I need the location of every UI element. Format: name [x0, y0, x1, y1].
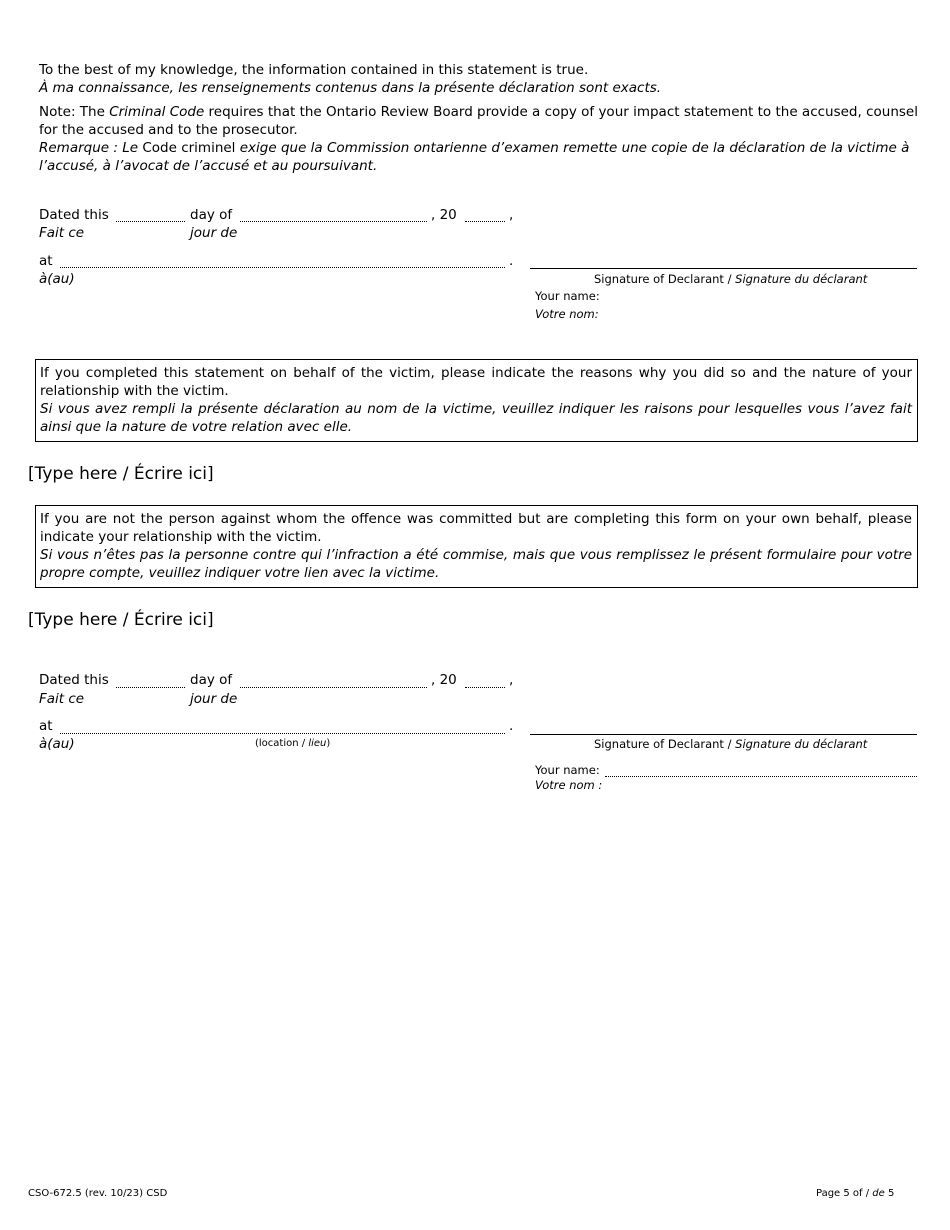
page-number: Page 5 of / de 5: [816, 1188, 895, 1199]
form-code: CSO-672.5 (rev. 10/23) CSD: [28, 1188, 168, 1199]
period: .: [509, 718, 514, 734]
votre-nom-label: Votre nom :: [535, 778, 603, 792]
behalf-of-victim-box: [35, 359, 918, 442]
note-fr: Remarque : Le Code criminel exige que la Commission ontarienne d’examen remette une copie de la déclaration de la victime à l’accusé, à l’avocat de l’accusé et au poursuivant.: [39, 140, 910, 174]
year-field[interactable]: [465, 221, 505, 222]
type-here-field-2[interactable]: [Type here / Écrire ici]: [28, 610, 214, 630]
your-name-label: Your name:: [535, 289, 600, 303]
month-field[interactable]: [240, 221, 427, 222]
jour-de-label: jour de: [190, 225, 238, 241]
location-caption: (location / lieu): [255, 738, 331, 749]
a-au-label: à(au): [39, 271, 75, 287]
day-field[interactable]: [116, 687, 185, 688]
day-of-label: day of: [190, 672, 233, 688]
at-label: at: [39, 718, 53, 734]
criminal-code-fr: Code criminel: [142, 140, 236, 156]
declaration-section: [39, 61, 919, 175]
comma: ,: [509, 672, 514, 688]
year-prefix: , 20: [431, 672, 457, 688]
fait-ce-label: Fait ce: [39, 225, 85, 241]
day-of-label: day of: [190, 207, 233, 223]
your-name-field[interactable]: [605, 776, 917, 777]
month-field[interactable]: [240, 687, 427, 688]
truth-statement-fr: À ma connaissance, les renseignements contenus dans la présente déclaration sont exacts.: [39, 80, 662, 96]
signature-label: Signature of Declarant / Signature du déclarant: [594, 737, 868, 751]
behalf-of-victim-en: If you completed this statement on behalf of the victim, please indicate the reasons why you did so and the nature of your relationship with the victim.: [40, 365, 912, 399]
signature-line[interactable]: [530, 734, 917, 735]
year-field[interactable]: [465, 687, 505, 688]
dated-this-label: Dated this: [39, 672, 109, 688]
signature-line[interactable]: [530, 268, 917, 269]
truth-statement-en: To the best of my knowledge, the information contained in this statement is true.: [39, 62, 589, 78]
your-name-label: Your name:: [535, 763, 600, 777]
location-field[interactable]: [60, 733, 505, 734]
behalf-of-victim-fr: Si vous avez rempli la présente déclaration au nom de la victime, veuillez indiquer les raisons pour lesquelles vous l’avez fait ainsi que la nature de votre relation avec elle.: [40, 401, 912, 435]
period: .: [509, 253, 514, 269]
dated-this-label: Dated this: [39, 207, 109, 223]
comma: ,: [509, 207, 514, 223]
location-field[interactable]: [60, 267, 505, 268]
fait-ce-label: Fait ce: [39, 691, 85, 707]
own-behalf-box: [35, 505, 918, 588]
own-behalf-en: If you are not the person against whom the offence was committed but are completing this form on your own behalf, please indicate your relationship with the victim.: [40, 511, 912, 545]
year-prefix: , 20: [431, 207, 457, 223]
votre-nom-label: Votre nom:: [535, 307, 599, 321]
own-behalf-fr: Si vous n’êtes pas la personne contre qui l’infraction a été commise, mais que vous remplissez le présent formulaire pour votre propre compte, veuillez indiquer votre lien avec la victime.: [40, 547, 912, 581]
at-label: at: [39, 253, 53, 269]
day-field[interactable]: [116, 221, 185, 222]
criminal-code-en: Criminal Code: [109, 104, 205, 120]
note-en: Note: The Criminal Code requires that the Ontario Review Board provide a copy of your impact statement to the accused, counsel for the accused and to the prosecutor.: [39, 104, 918, 138]
type-here-field-1[interactable]: [Type here / Écrire ici]: [28, 464, 214, 484]
signature-label: Signature of Declarant / Signature du déclarant: [594, 272, 868, 286]
a-au-label: à(au): [39, 736, 75, 752]
jour-de-label: jour de: [190, 691, 238, 707]
